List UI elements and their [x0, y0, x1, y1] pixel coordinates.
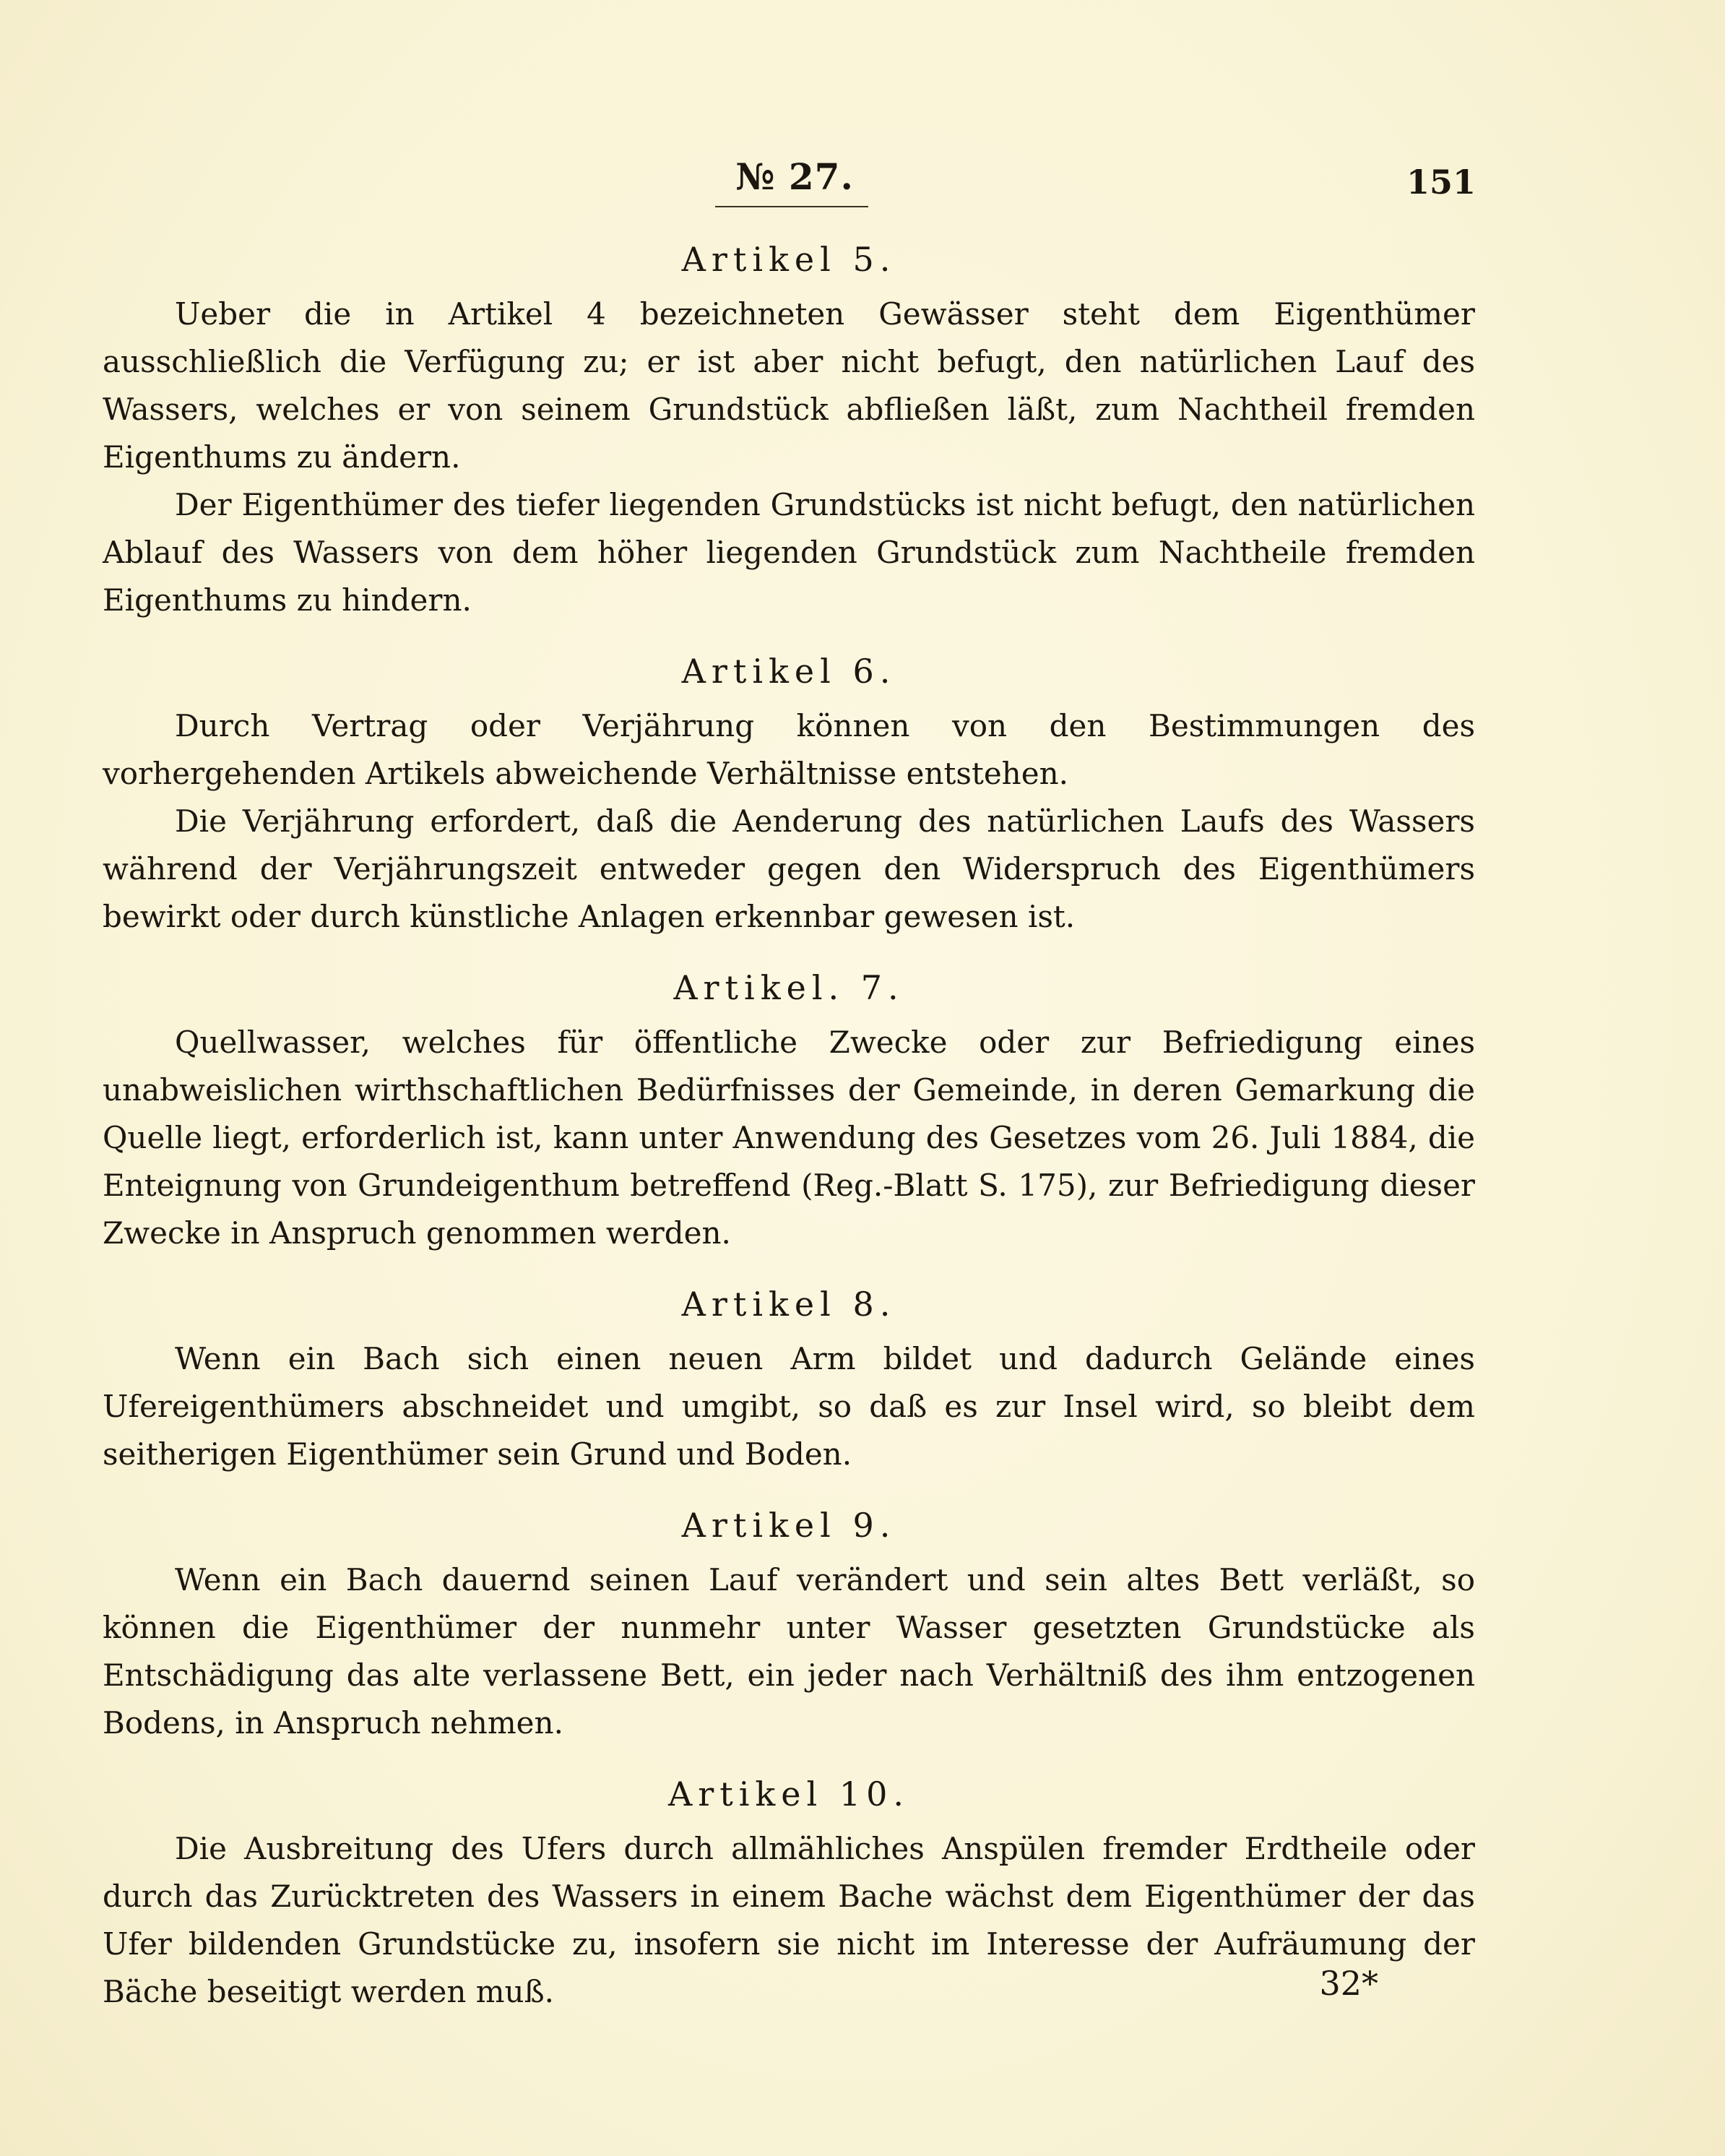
- paragraph: Quellwasser, welches für öffentliche Zwecke oder zur Befriedigung eines unabweislichen wirthschaftlichen Bedürfnisses der Gemeinde, in deren Gemarkung die Quelle liegt, erforderlich ist, kann unter Anwendung des Gesetzes vom 26. Juli 1884, die Enteignung von Grundeigenthum betreffend (Reg.-Blatt S. 175), zur Befriedigung dieser Zwecke in Anspruch genommen werden.: [103, 1025, 1475, 1251]
- article-7: [103, 967, 1475, 1257]
- paragraph: Die Ausbreitung des Ufers durch allmähliches Anspülen fremder Erdtheile oder durch das Zurücktreten des Wassers in einem Bache wächst dem Eigenthümer der das Ufer bildenden Grundstücke zu, insofern sie nicht im Interesse der Aufräumung der Bäche beseitigt werden muß.: [103, 1831, 1475, 2009]
- document-body: [103, 238, 1475, 2042]
- article-6: [103, 650, 1475, 941]
- paragraph: Die Verjährung erfordert, daß die Aenderung des natürlichen Laufs des Wassers während der Verjährungszeit entweder gegen den Widerspruch des Eigenthümers bewirkt oder durch künstliche Anlagen erkennbar gewesen ist.: [103, 803, 1475, 934]
- paragraph: Durch Vertrag oder Verjährung können von den Bestimmungen des vorhergehenden Artikels abweichende Verhältnisse entstehen.: [103, 708, 1475, 791]
- article-title: Artikel 10.: [668, 1775, 909, 1814]
- paragraph: Der Eigenthümer des tiefer liegenden Grundstücks ist nicht befugt, den natürlichen Ablauf des Wassers von dem höher liegenden Grundstück zum Nachtheile fremden Eigenthums zu hindern.: [103, 487, 1475, 618]
- paragraph: Ueber die in Artikel 4 bezeichneten Gewässer steht dem Eigenthümer ausschließlich die Verfügung zu; er ist aber nicht befugt, den natürlichen Lauf des Wassers, welches er von seinem Grundstück abfließen läßt, zum Nachtheil fremden Eigenthums zu ändern.: [103, 296, 1475, 475]
- article-10: [103, 1773, 1475, 2016]
- header-rule: [715, 206, 868, 207]
- article-title: Artikel 6.: [681, 652, 896, 691]
- page-number: 151: [1406, 163, 1476, 202]
- issue-number: № 27.: [735, 155, 854, 198]
- article-title: Artikel 5.: [681, 240, 896, 279]
- paragraph: Wenn ein Bach dauernd seinen Lauf verändert und sein altes Bett verläßt, so können die Eigenthümer der nunmehr unter Wasser gesetzten Grundstücke als Entschädigung das alte verlassene Bett, ein jeder nach Verhältniß des ihm entzogenen Bodens, in Anspruch nehmen.: [103, 1562, 1475, 1741]
- article-8: [103, 1283, 1475, 1478]
- paragraph: Wenn ein Bach sich einen neuen Arm bildet und dadurch Gelände eines Ufereigenthümers abschneidet und umgibt, so daß es zur Insel wird, so bleibt dem seitherigen Eigenthümer sein Grund und Boden.: [103, 1341, 1475, 1472]
- sheet-signature: 32*: [1319, 1964, 1378, 2003]
- article-9: [103, 1504, 1475, 1747]
- article-5: [103, 238, 1475, 624]
- article-title: Artikel 9.: [681, 1506, 896, 1545]
- article-title: Artikel. 7.: [673, 968, 904, 1007]
- article-title: Artikel 8.: [681, 1285, 896, 1324]
